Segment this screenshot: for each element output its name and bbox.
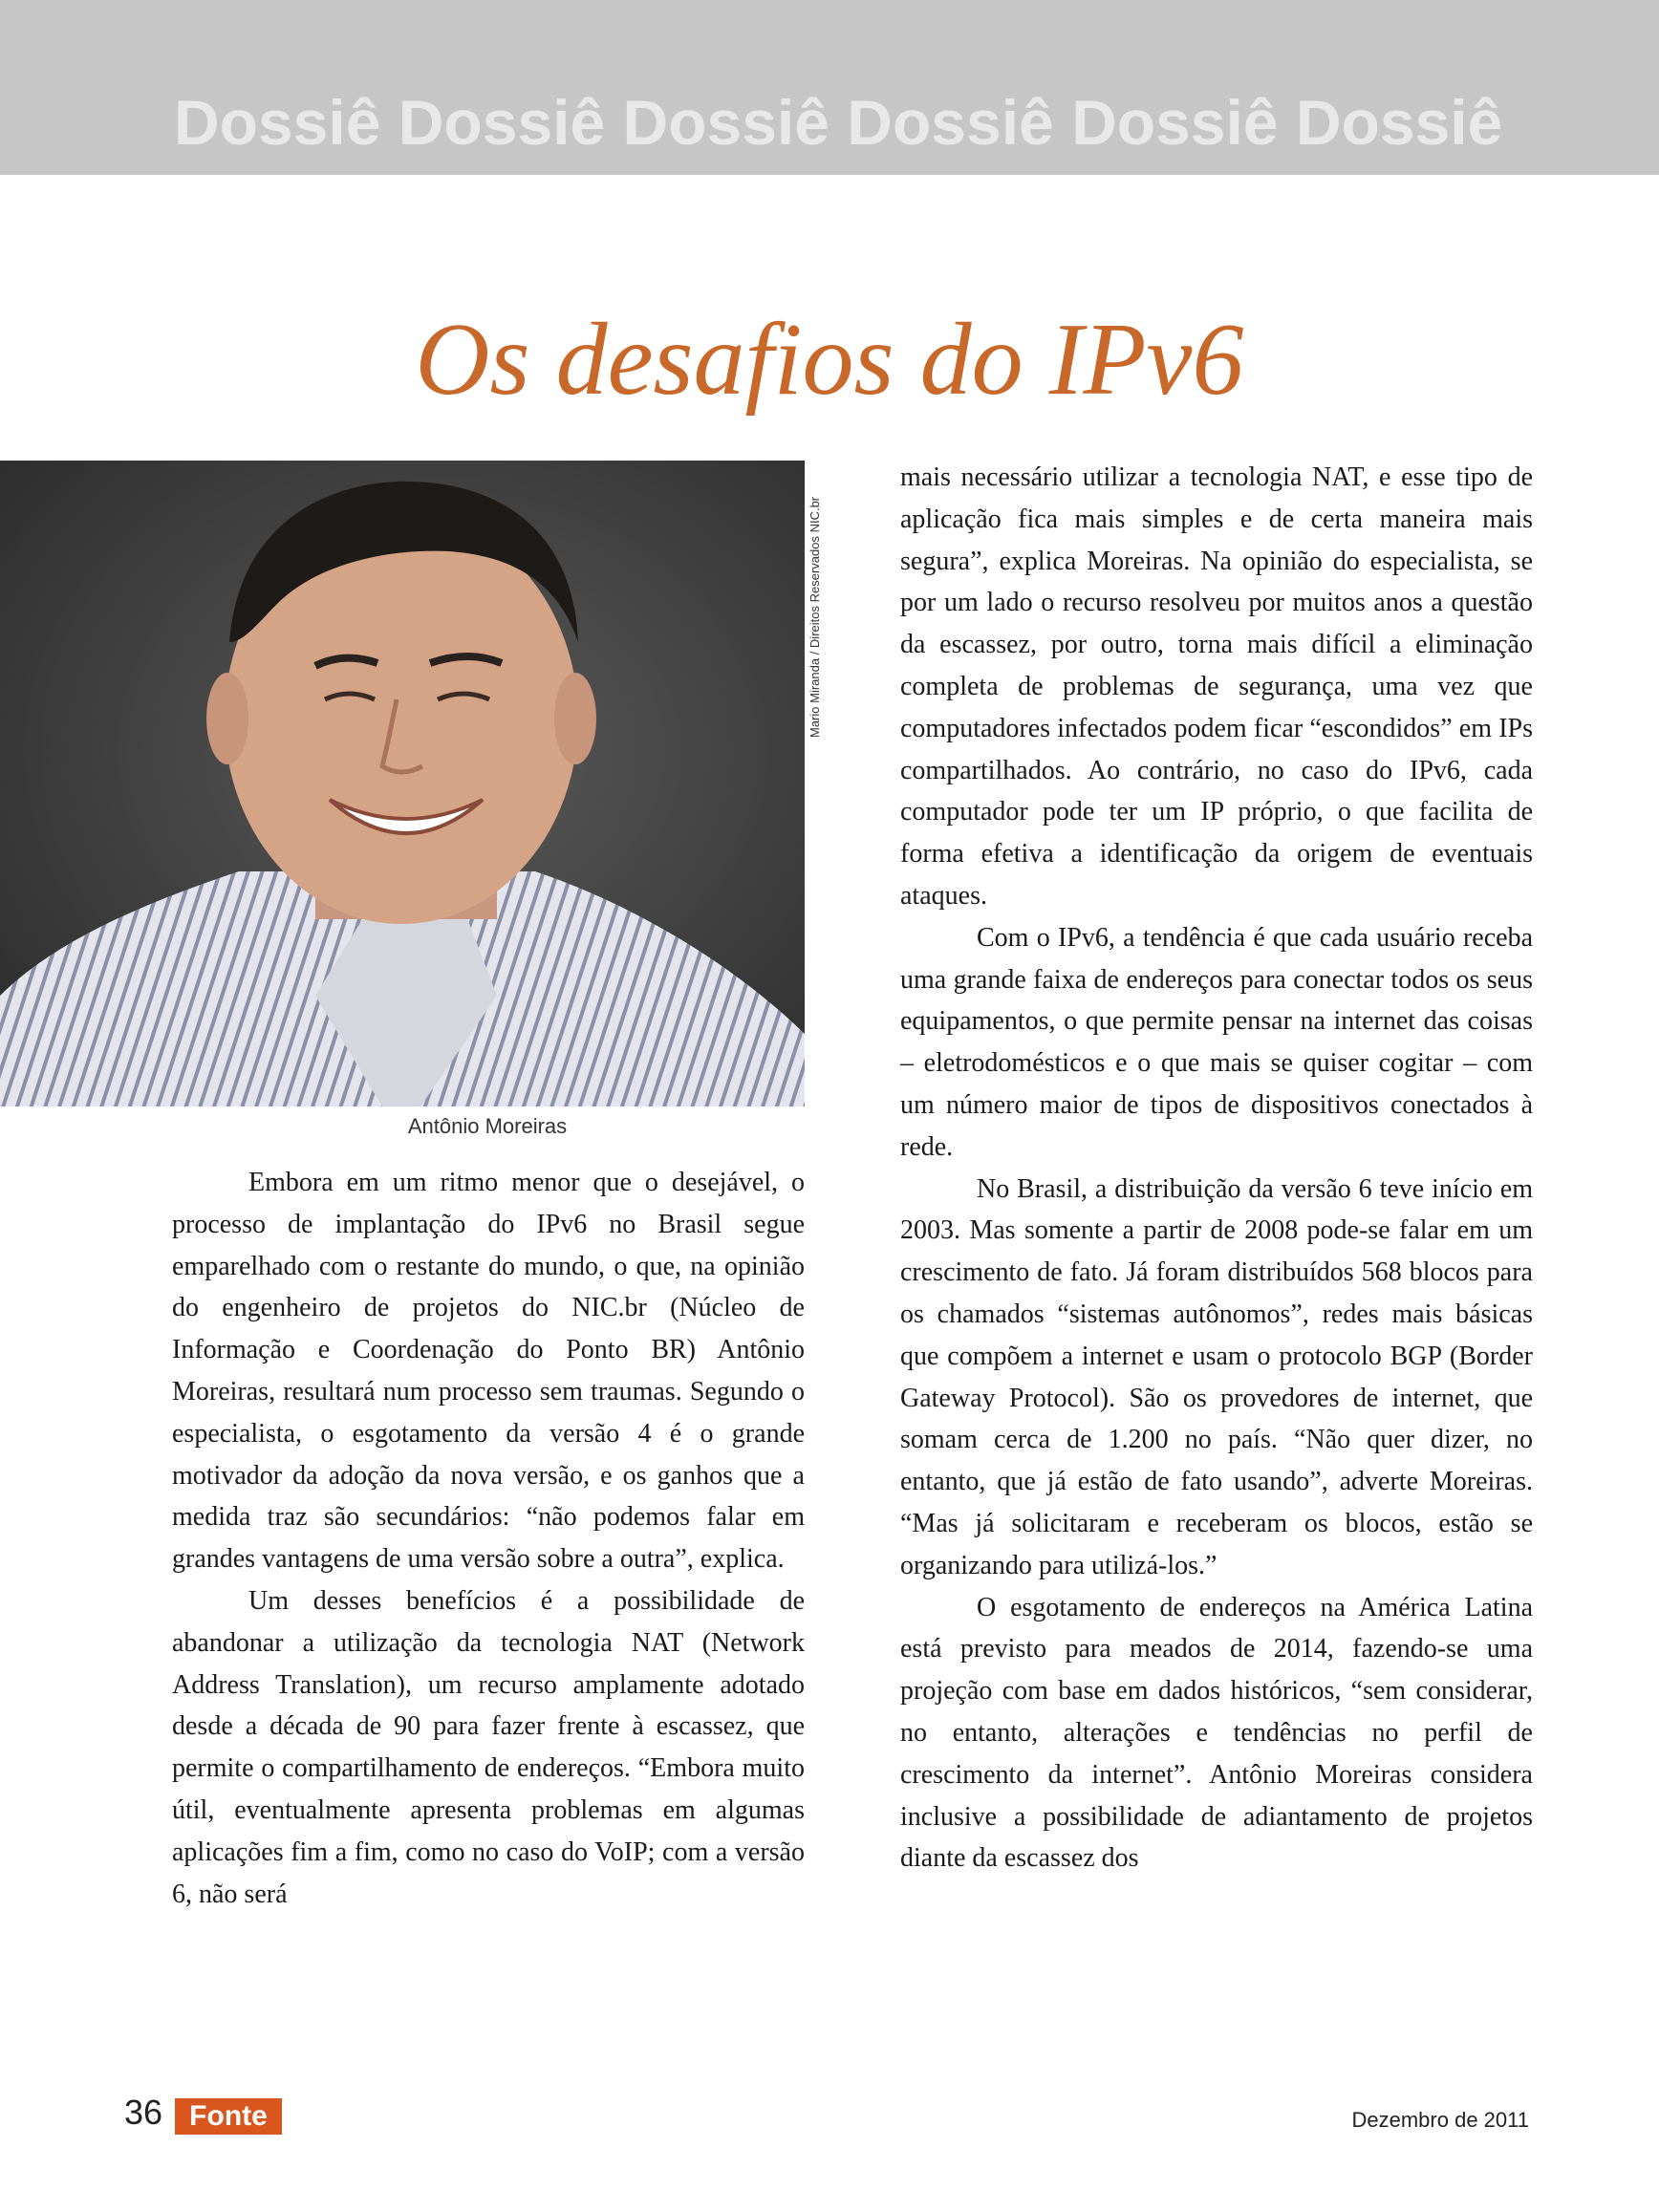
photo-caption: Antônio Moreiras <box>407 1114 568 1138</box>
article-title: Os desafios do IPv6 <box>415 303 1244 417</box>
section-label: Dossiê Dossiê Dossiê Dossiê Dossiê Dossiê <box>174 87 1503 158</box>
page-number: 36 <box>124 2093 163 2132</box>
paragraph: Um desses benefícios é a possibilidade de abandonar a utilização da tecnologia NAT (Network Address Translation), um recurso amplamente adotado desde a década de 90 para fazer frente à escassez, que permite o compartilhamento de endereços. “Embora muito útil, eventualmente apresenta problemas em algumas aplicações fim a fim, como no caso do VoIP; com a versão 6, não será <box>172 1585 805 1909</box>
portrait-illustration <box>0 461 805 1106</box>
header-banner <box>0 0 1659 175</box>
portrait-photo <box>0 461 805 1106</box>
article-column-right <box>900 457 1533 1879</box>
photo-credit: Mario Miranda / Direitos Reservados NIC.br <box>808 496 822 738</box>
article-column-left <box>172 1162 805 1915</box>
paragraph: Com o IPv6, a tendência é que cada usuário receba uma grande faixa de endereços para conectar todos os seus equipamentos, o que permite pensar na internet das coisas – eletrodomésticos e o que mais se quiser cogitar – com um número maior de tipos de dispositivos conectados à rede. <box>900 922 1533 1162</box>
paragraph: Embora em um ritmo menor que o desejável, o processo de implantação do IPv6 no Brasil segue emparelhado com o restante do mundo, o que, na opinião do engenheiro de projetos do NIC.br (Núcleo de Informação e Coordenação do Ponto BR) Antônio Moreiras, resultará num processo sem traumas. Segundo o especialista, o esgotamento da versão 4 é o grande motivador da adoção da nova versão, e os ganhos que a medida traz são secundários: “não podemos falar em grandes vantagens de uma versão sobre a outra”, explica. <box>172 1168 805 1575</box>
magazine-logo: Fonte <box>175 2098 282 2135</box>
paragraph: No Brasil, a distribuição da versão 6 teve início em 2003. Mas somente a partir de 2008 pode-se falar em um crescimento de fato. Já foram distribuídos 568 blocos para os chamados “sistemas autônomos”, redes mais básicas que compõem a internet e usam o protocolo BGP (Border Gateway Protocol). São os provedores de internet, que somam cerca de 1.200 no país. “Não quer dizer, no entanto, que já estão de fato usando”, adverte Moreiras. “Mas já solicitaram e receberam os blocos, estão se organizando para utilizá-los.” <box>900 1173 1533 1580</box>
paragraph: mais necessário utilizar a tecnologia NAT, e esse tipo de aplicação fica mais simples e de certa maneira mais segura”, explica Moreiras. Na opinião do especialista, se por um lado o recurso resolveu por muitos anos a questão da escassez, por outro, torna mais difícil a eliminação completa de problemas de segurança, uma vez que computadores infectados podem ficar “escondidos” em IPs compartilhados. Ao contrário, no caso do IPv6, cada computador pode ter um IP próprio, o que facilita de forma efetiva a identificação da origem de eventuais ataques. <box>900 462 1533 911</box>
paragraph: O esgotamento de endereços na América Latina está previsto para meados de 2014, fazendo-se uma projeção com base em dados históricos, “sem considerar, no entanto, alterações e tendências no perfil de crescimento da internet”. Antônio Moreiras considera inclusive a possibilidade de adiantamento de projetos diante da escassez dos <box>900 1592 1533 1874</box>
issue-date: Dezembro de 2011 <box>1351 2108 1529 2132</box>
